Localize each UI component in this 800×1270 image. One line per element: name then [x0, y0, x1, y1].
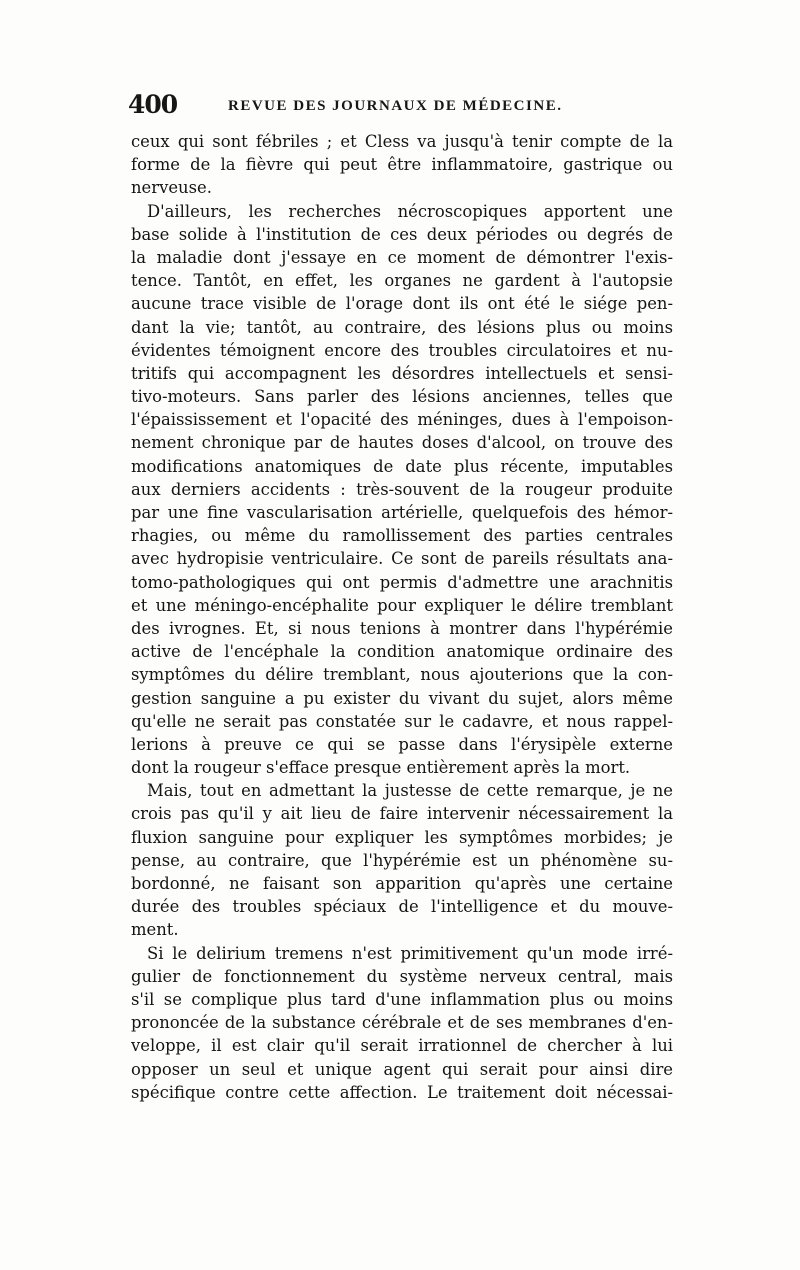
text-line: gulier de fonctionnement du système nerveux central, mais: [131, 966, 673, 986]
text-line: prononcée de la substance cérébrale et de ses membranes d'en-: [131, 1013, 673, 1033]
text-line: tivo-moteurs. Sans parler des lésions anciennes, telles que: [131, 387, 673, 407]
text-line: qu'elle ne serait pas constatée sur le cadavre, et nous rappel-: [131, 711, 673, 731]
text-line: l'épaississement et l'opacité des méninges, dues à l'empoison-: [131, 410, 673, 430]
text-line: avec hydropisie ventriculaire. Ce sont de pareils résultats ana-: [131, 549, 673, 569]
text-line: D'ailleurs, les recherches nécroscopiques apportent une: [147, 201, 673, 221]
text-line: tritifs qui accompagnent les désordres intellectuels et sensi-: [131, 363, 673, 383]
text-line: fluxion sanguine pour expliquer les symptômes morbides; je: [131, 827, 673, 847]
text-line: et une méningo-encéphalite pour expliquer le délire tremblant: [131, 595, 673, 615]
text-line: tence. Tantôt, en effet, les organes ne gardent à l'autopsie: [131, 271, 673, 291]
text-line: opposer un seul et unique agent qui serait pour ainsi dire: [131, 1059, 673, 1079]
text-line: forme de la fièvre qui peut être inflammatoire, gastrique ou: [131, 155, 673, 175]
text-line: active de l'encéphale la condition anatomique ordinaire des: [131, 642, 673, 662]
text-line: veloppe, il est clair qu'il serait irrationnel de chercher à lui: [131, 1036, 673, 1056]
text-line: spécifique contre cette affection. Le traitement doit nécessai-: [131, 1082, 673, 1102]
text-line: la maladie dont j'essaye en ce moment de démontrer l'exis-: [131, 247, 673, 267]
text-line: Si le delirium tremens n'est primitivement qu'un mode irré-: [147, 943, 673, 963]
running-title: REVUE DES JOURNAUX DE MÉDECINE.: [228, 98, 563, 114]
text-line: ceux qui sont fébriles ; et Cless va jusqu'à tenir compte de la: [131, 132, 673, 151]
text-line: ment.: [131, 920, 179, 940]
text-line: base solide à l'institution de ces deux périodes ou degrés de: [131, 224, 673, 244]
text-line: lerions à preuve ce qui se passe dans l'érysipèle externe: [131, 734, 673, 754]
text-line: Mais, tout en admettant la justesse de cette remarque, je ne: [147, 781, 673, 801]
page-number: 400: [128, 90, 178, 119]
text-line: tomo-pathologiques qui ont permis d'admettre une arachnitis: [131, 572, 673, 592]
text-line: modifications anatomiques de date plus récente, imputables: [131, 456, 673, 476]
body-text: [131, 130, 673, 1104]
text-line: rhagies, ou même du ramollissement des parties centrales: [131, 526, 673, 546]
text-line: bordonné, ne faisant son apparition qu'après une certaine: [131, 874, 673, 893]
page-header: [128, 90, 680, 120]
text-line: durée des troubles spéciaux de l'intelligence et du mouve-: [131, 897, 673, 917]
text-line: évidentes témoignent encore des troubles circulatoires et nu-: [131, 340, 673, 360]
text-line: dont la rougeur s'efface presque entièrement après la mort.: [131, 758, 631, 778]
text-line: des ivrognes. Et, si nous tenions à montrer dans l'hypérémie: [131, 618, 673, 638]
text-line: crois pas qu'il y ait lieu de faire intervenir nécessairement la: [131, 804, 673, 824]
text-line: pense, au contraire, que l'hypérémie est un phénomène su-: [131, 850, 673, 870]
text-line: par une fine vascularisation artérielle, quelquefois des hémor-: [131, 503, 673, 522]
text-line: nement chronique par de hautes doses d'alcool, on trouve des: [131, 433, 673, 453]
text-line: dant la vie; tantôt, au contraire, des lésions plus ou moins: [131, 317, 673, 337]
text-line: aucune trace visible de l'orage dont ils ont été le siége pen-: [131, 294, 673, 314]
text-line: s'il se complique plus tard d'une inflammation plus ou moins: [131, 989, 673, 1009]
text-line: nerveuse.: [131, 178, 212, 198]
text-line: gestion sanguine a pu exister du vivant du sujet, alors même: [131, 688, 673, 708]
text-line: symptômes du délire tremblant, nous ajouterions que la con-: [131, 665, 673, 685]
text-line: aux derniers accidents : très-souvent de la rougeur produite: [131, 479, 673, 499]
